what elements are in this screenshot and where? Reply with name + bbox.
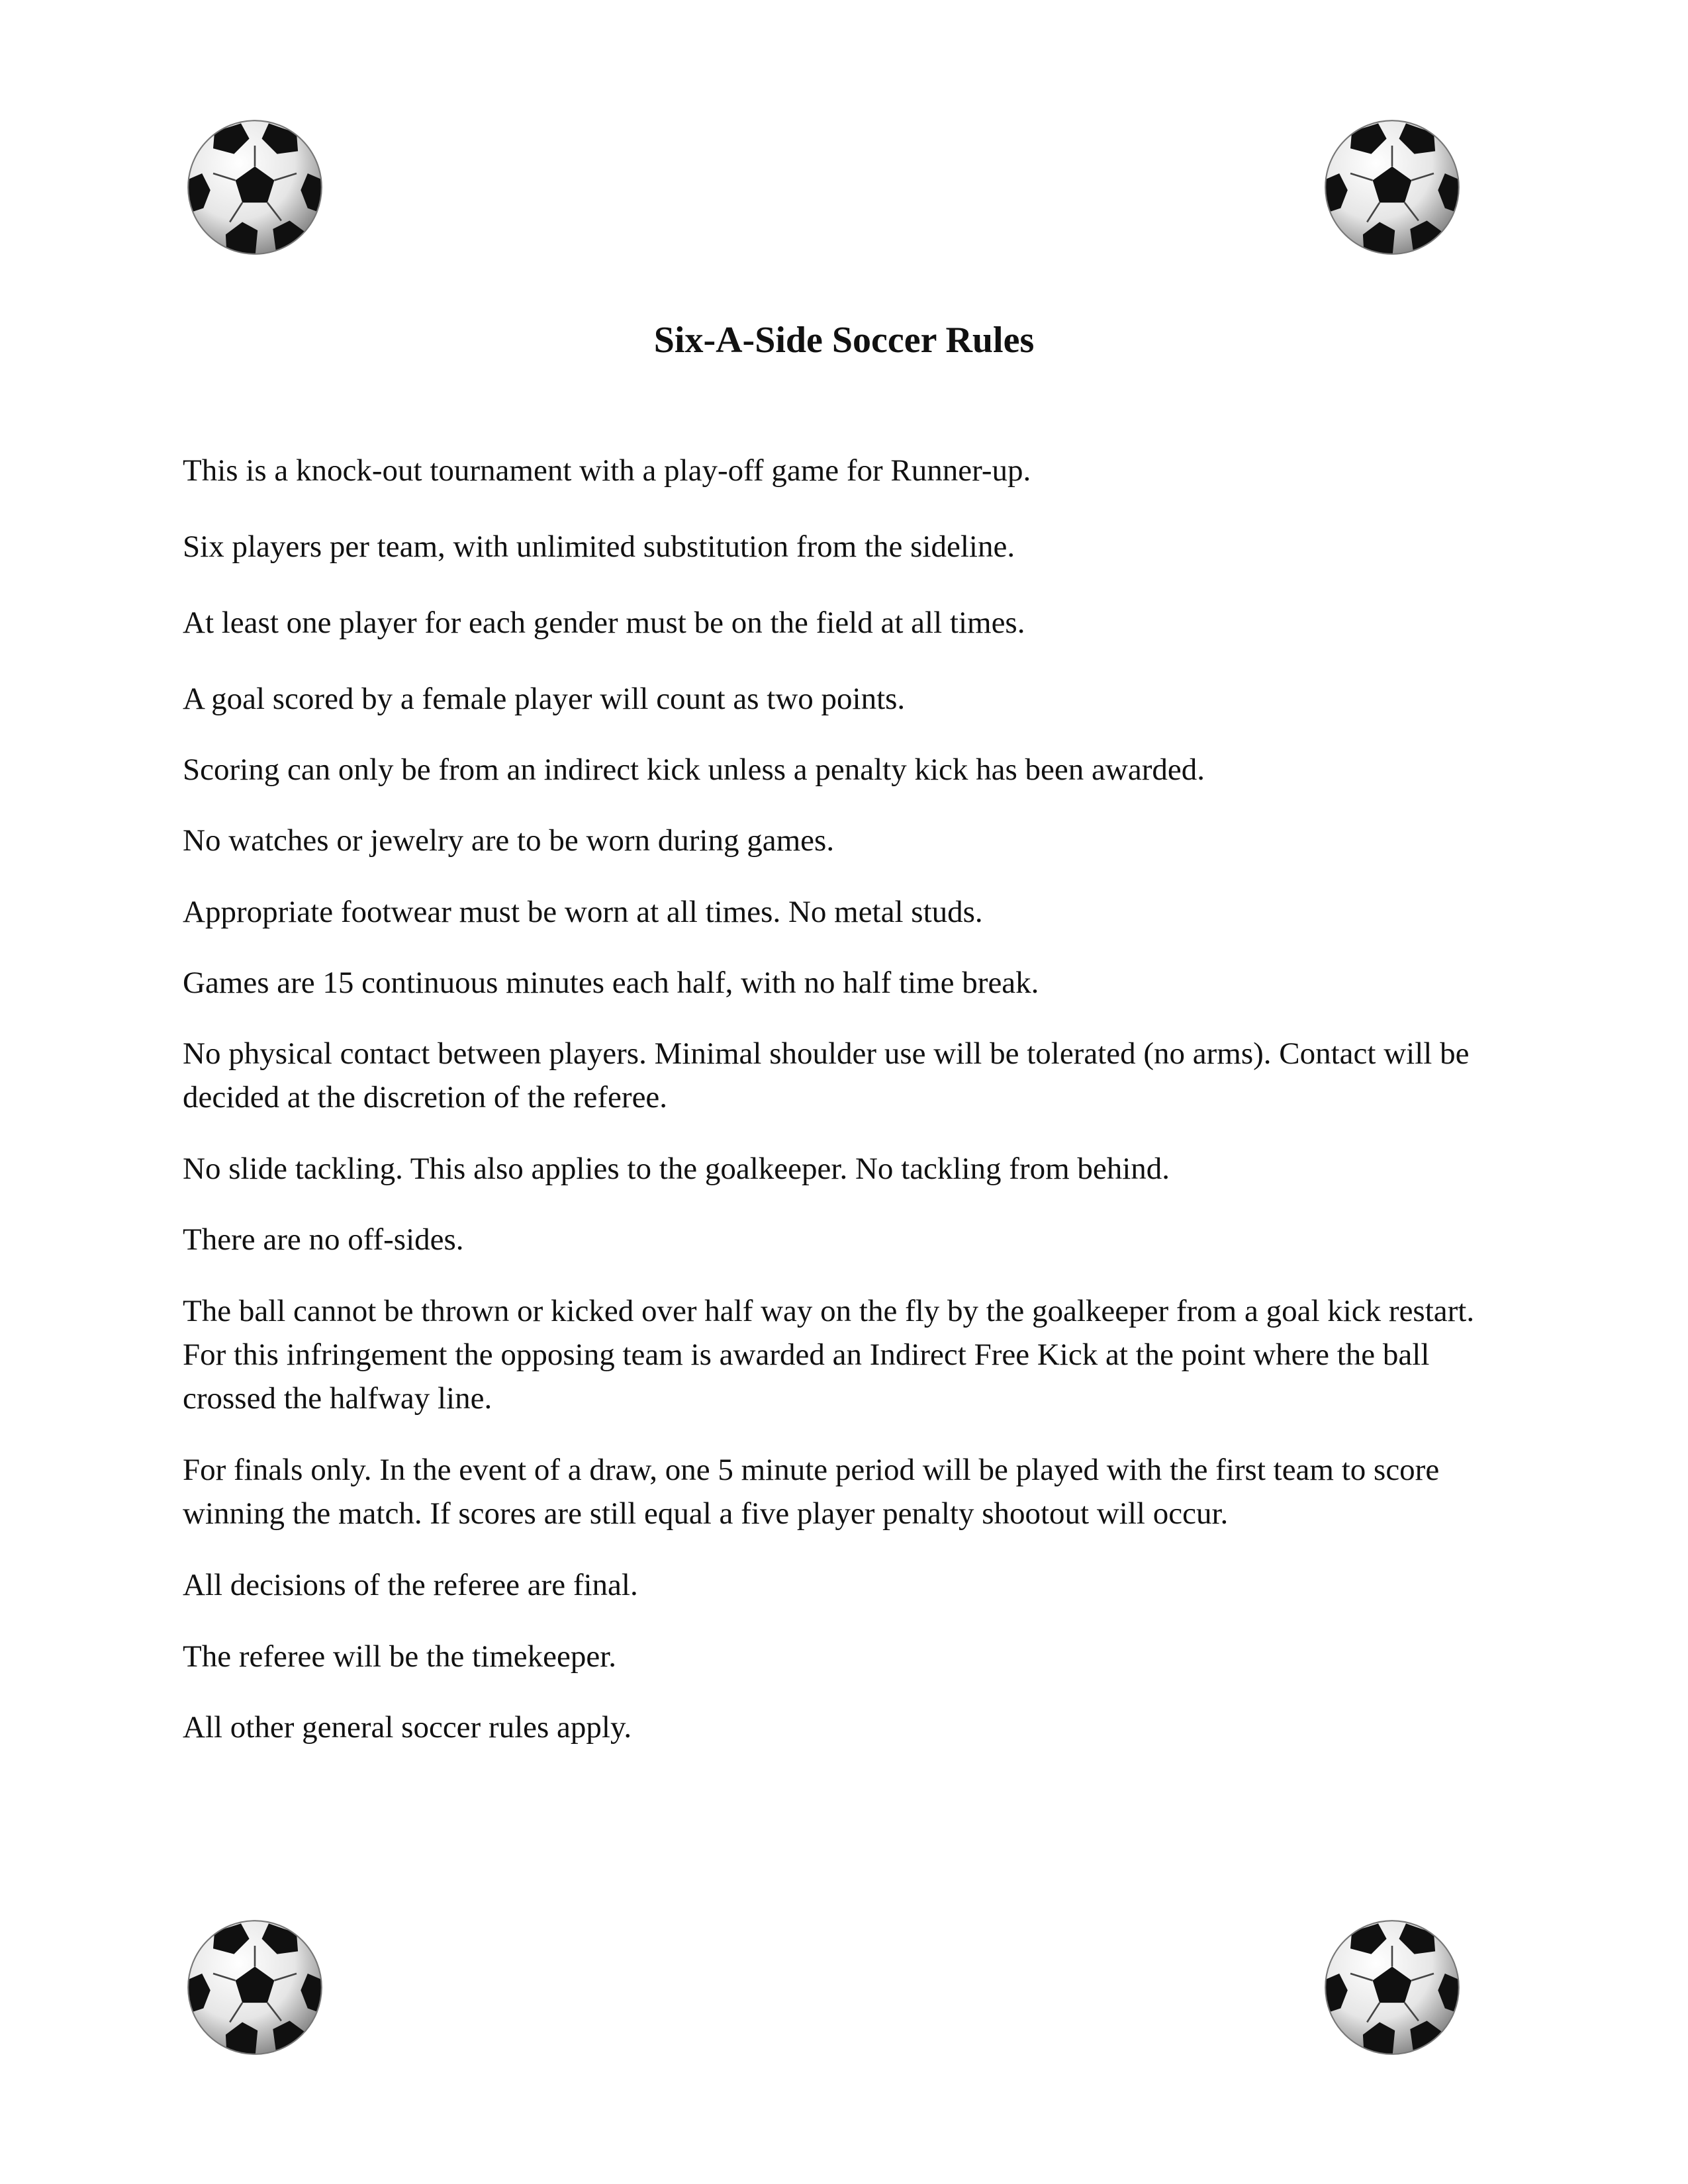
rule-item: There are no off-sides. — [183, 1222, 464, 1257]
rule-item: A goal scored by a female player will count as two points. — [183, 682, 906, 716]
rule-item: No slide tackling. This also applies to the goalkeeper. No tackling from behind. — [183, 1152, 1170, 1186]
rule-item: All decisions of the referee are final. — [183, 1568, 638, 1602]
rule-item: Scoring can only be from an indirect kick unless a penalty kick has been awarded. — [183, 752, 1205, 787]
rule-item: At least one player for each gender must be on the field at all times. — [183, 606, 1025, 640]
rule-item: Games are 15 continuous minutes each half, with no half time break. — [183, 966, 1039, 1000]
soccer-ball-icon — [185, 1918, 324, 2057]
rule-item: Appropriate footwear must be worn at all times. No metal studs. — [183, 895, 983, 929]
rule-item: This is a knock-out tournament with a play-off game for Runner-up. — [183, 453, 1031, 488]
rule-item: For finals only. In the event of a draw, one 5 minute period will be played with the first team to score winning the match. If scores are still equal a five player penalty shootout will occur. — [183, 1453, 1440, 1531]
rule-item: No physical contact between players. Minimal shoulder use will be tolerated (no arms). Contact will be decided at the discretion of the referee. — [183, 1036, 1470, 1115]
rule-item: All other general soccer rules apply. — [183, 1710, 632, 1745]
rule-item: The ball cannot be thrown or kicked over half way on the fly by the goalkeeper from a goal kick restart. For this infringement the opposing team is awarded an Indirect Free Kick at the point where the ball crossed the halfway line. — [183, 1294, 1475, 1416]
soccer-ball-icon — [1323, 118, 1462, 257]
page-title: Six-A-Side Soccer Rules — [653, 319, 1035, 361]
soccer-ball-icon — [185, 118, 324, 257]
rule-item: Six players per team, with unlimited substitution from the sideline. — [183, 529, 1015, 564]
soccer-ball-icon — [1323, 1918, 1462, 2057]
rule-item: No watches or jewelry are to be worn during games. — [183, 823, 835, 858]
rule-item: The referee will be the timekeeper. — [183, 1639, 617, 1674]
